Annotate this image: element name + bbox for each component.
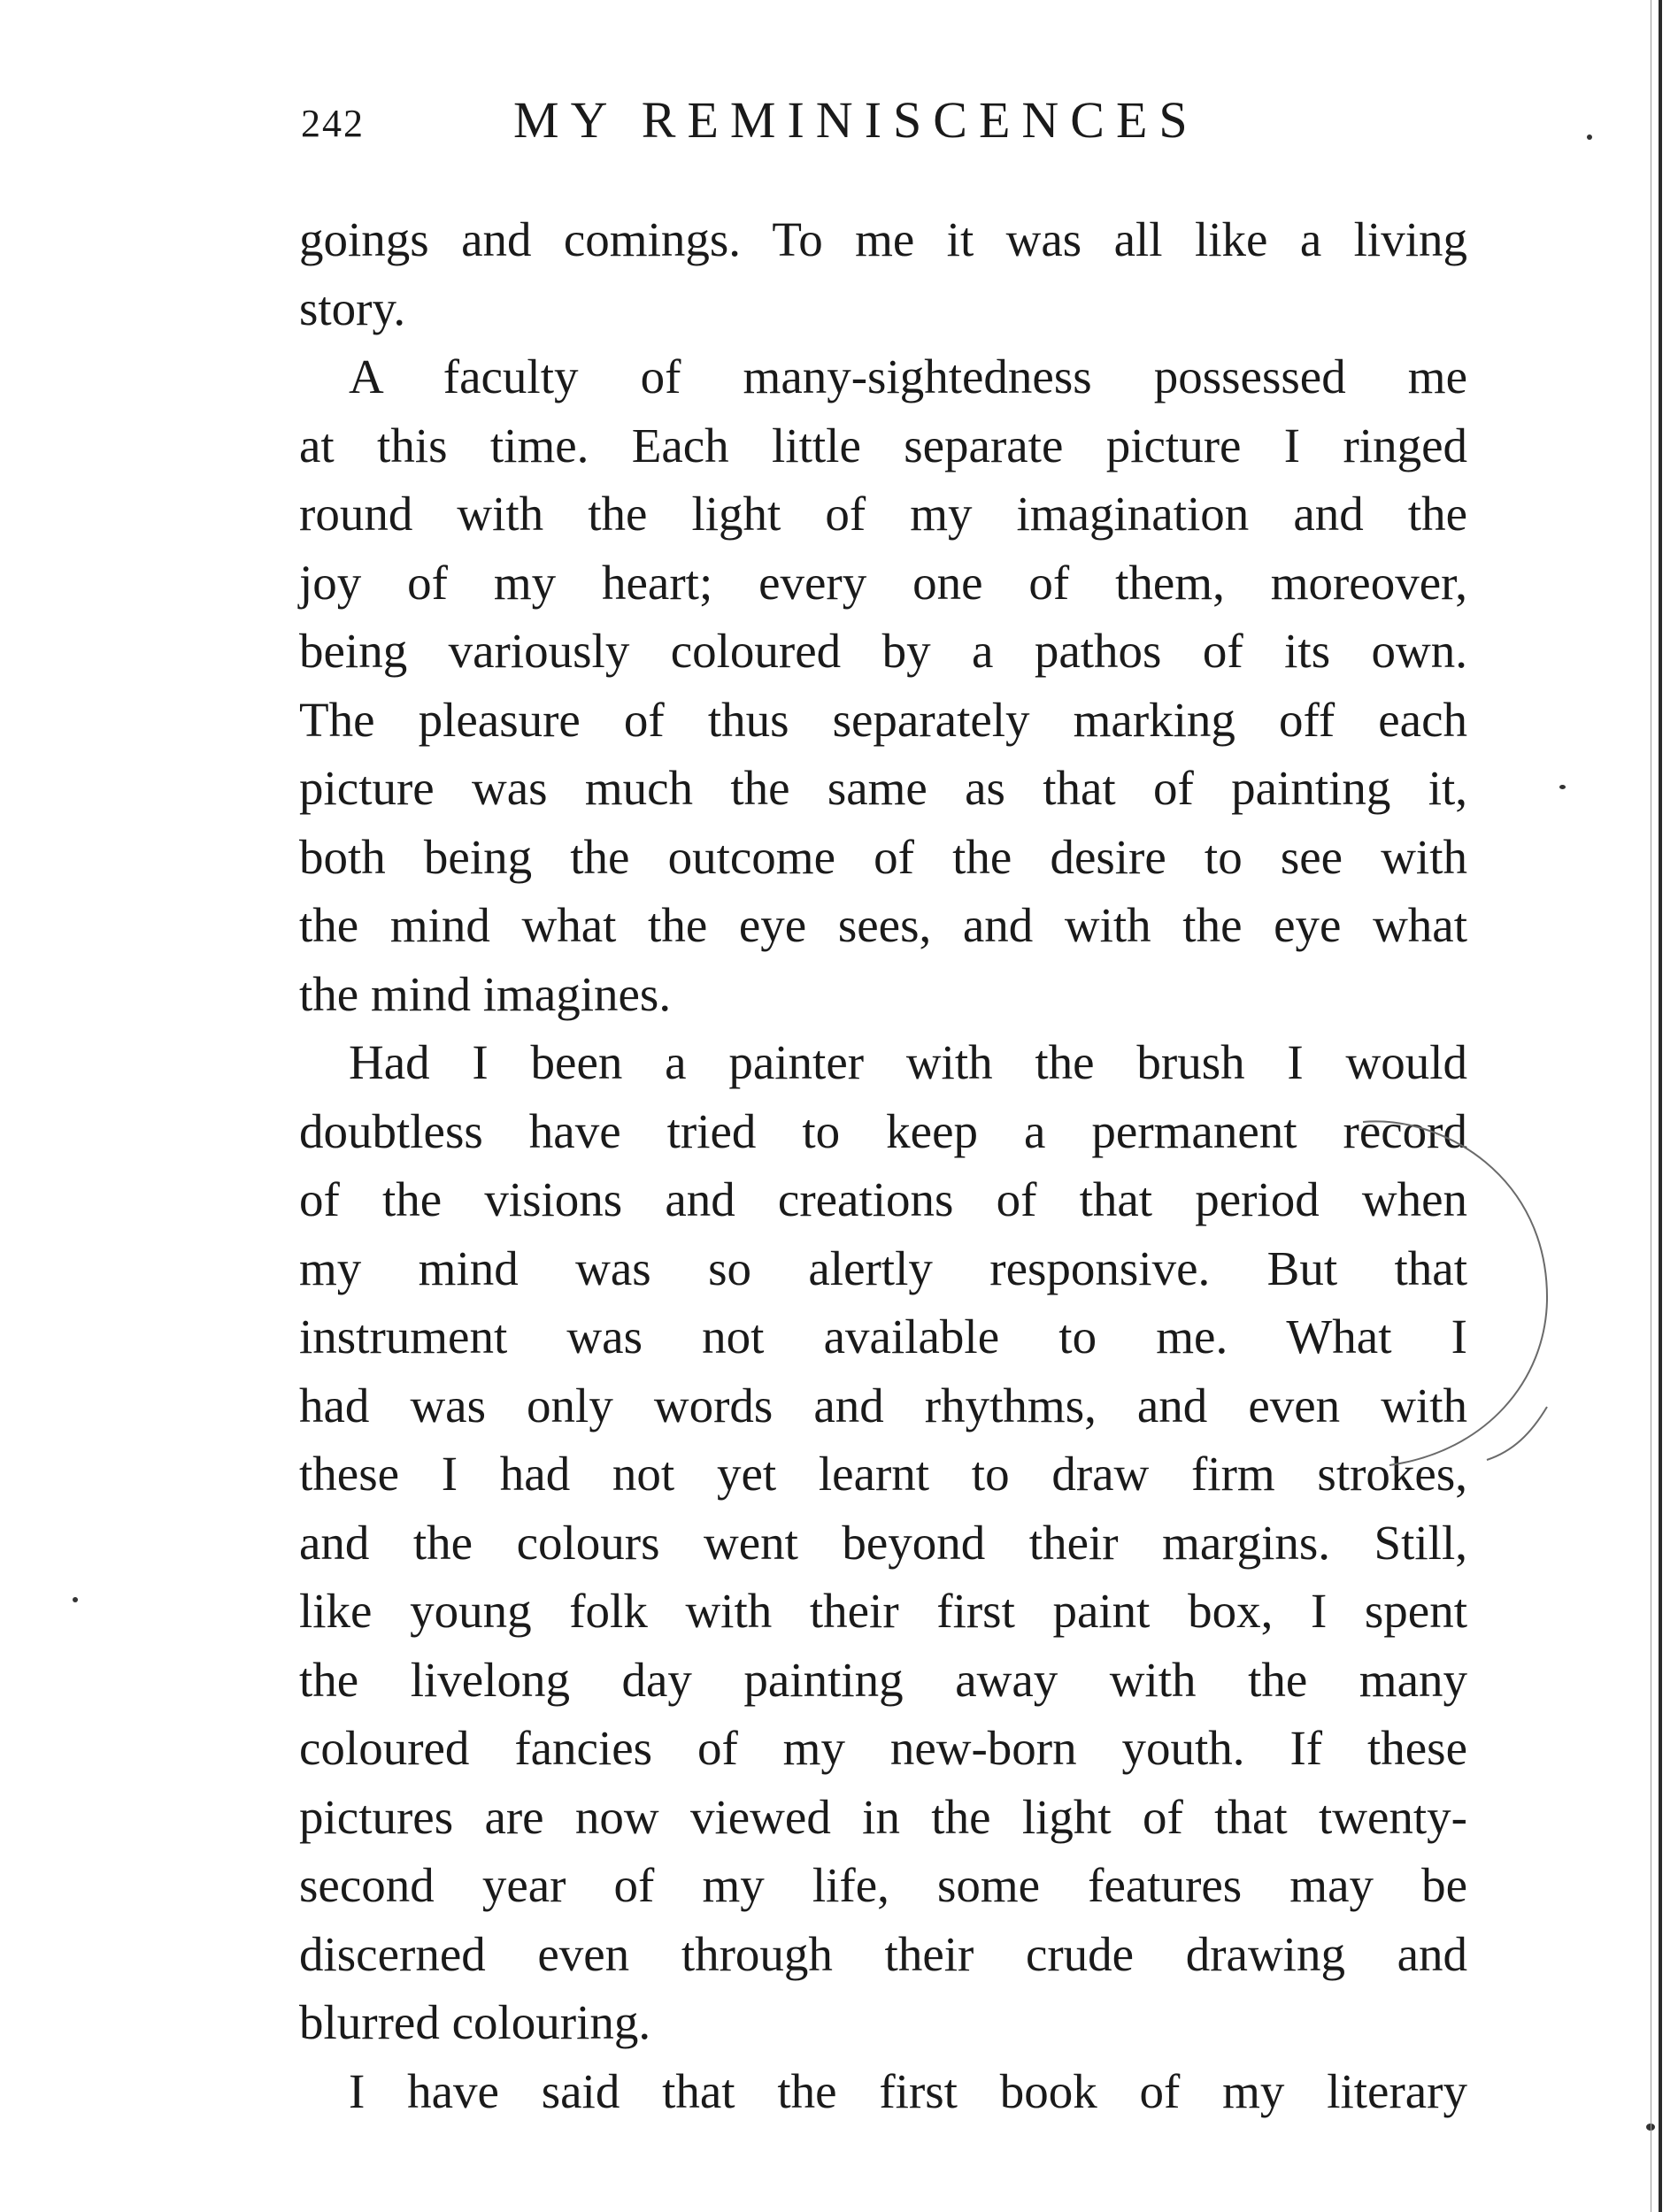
body-text (299, 205, 1467, 2125)
text-line: The pleasure of thus separately marking off each (299, 692, 1467, 747)
page-number: 242 (301, 102, 365, 145)
text-line: instrument was not available to me. What I (299, 1310, 1467, 1363)
text-line: A faculty of many-sightedness possessed me (349, 349, 1467, 403)
text-line: picture was much the same as that of painting it, (299, 761, 1467, 815)
scan-border (1659, 0, 1662, 2212)
text-line: my mind was so alertly responsive. But that (299, 1240, 1467, 1295)
scan-speck (73, 1597, 78, 1602)
scan-speck (1559, 785, 1566, 789)
text-line: of the visions and creations of that period when (299, 1172, 1467, 1226)
text-line: like young folk with their first paint box, I spent (299, 1584, 1467, 1638)
text-line: had was only words and rhythms, and even with (299, 1378, 1467, 1432)
text-line: the livelong day painting away with the many (299, 1652, 1467, 1707)
text-line: joy of my heart; every one of them, moreover, (299, 555, 1467, 610)
running-head: MY REMINISCENCES (513, 91, 1199, 149)
text-line: round with the light of my imagination and the (299, 487, 1467, 541)
text-line: story. (299, 280, 406, 335)
text-line: pictures are now viewed in the light of that twenty- (299, 1789, 1467, 1844)
text-line: discerned even through their crude drawing and (299, 1926, 1467, 1981)
text-line: second year of my life, some features may be (299, 1858, 1467, 1912)
text-line: doubtless have tried to keep a permanent record (299, 1103, 1467, 1158)
text-line: I have said that the first book of my literary (349, 2063, 1467, 2118)
text-line: these I had not yet learnt to draw firm strokes, (299, 1447, 1467, 1501)
text-line: being variously coloured by a pathos of its own. (299, 624, 1467, 678)
text-line: the mind what the eye sees, and with the eye what (299, 898, 1467, 952)
text-line: and the colours went beyond their margins. Still, (299, 1515, 1467, 1570)
text-line: coloured fancies of my new-born youth. If these (299, 1721, 1467, 1775)
pencil-annotation-mark (1310, 1115, 1575, 1469)
text-line: at this time. Each little separate picture I ringed (299, 418, 1467, 472)
scan-speck (1587, 134, 1592, 140)
text-line: goings and comings. To me it was all like a living (299, 212, 1467, 266)
text-line: blurred colouring. (299, 1995, 651, 2049)
text-line: the mind imagines. (299, 966, 672, 1021)
text-line: both being the outcome of the desire to see with (299, 829, 1467, 884)
page-header (301, 90, 1239, 161)
text-line: Had I been a painter with the brush I would (349, 1035, 1467, 1089)
